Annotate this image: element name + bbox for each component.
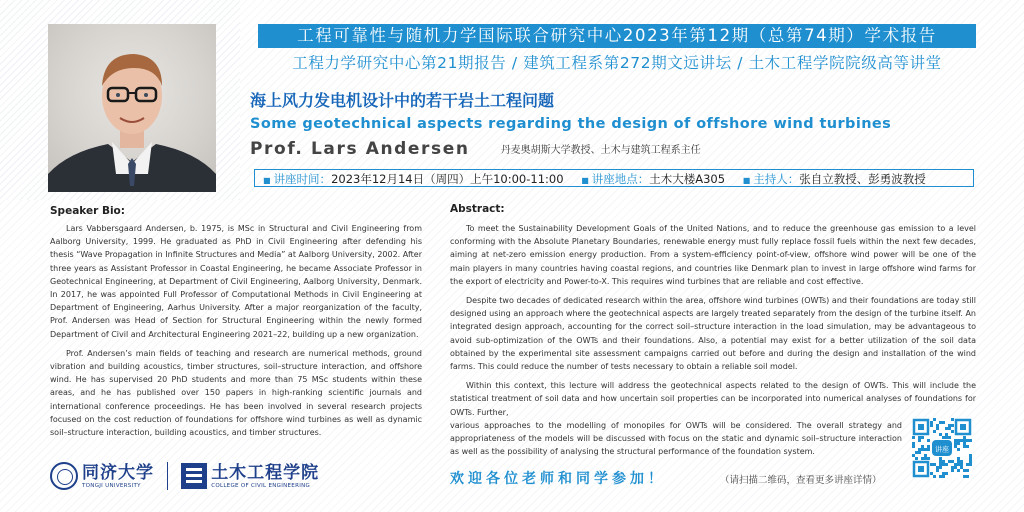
logo-divider [167,462,168,490]
abstract-paragraph: Within this context, this lecture will address the geotechnical aspects related to the design of OWTs. This will include the statistical treatment of soil data and how uncertain soil properties can be incorporated into numerical analyses of foundations for OWTs. Further, [450,381,976,417]
abstract-heading: Abstract: [450,203,505,215]
info-time [263,172,567,186]
tongji-logo [50,462,154,490]
tongji-name-cn: 同济大学 [82,463,154,483]
speaker-name: Prof. Lars Andersen [250,138,470,159]
lecture-info-bar [254,169,974,187]
time-value: 2023年12月14日（周四）上午10:00-11:00 [331,172,564,186]
college-emblem-icon [181,463,207,489]
welcome-text: 欢迎各位老师和同学参加！ [450,471,666,487]
speaker-title: 丹麦奥胡斯大学教授、土木与建筑工程系主任 [500,145,701,156]
info-place [581,172,729,186]
college-name-en: COLLEGE OF CIVIL ENGINEERING [211,483,311,489]
bio-paragraph: Lars Vabbersgaard Andersen, b. 1975, is MSc in Structural and Civil Engineering from Aalborg University, 1999. He graduated as PhD in Civil Engineering after defending his thesis “Wave Propagation in Infinite Structures and Media” at Aalborg University, 2002. After three years as Assistant Professor in Coastal Engineering, he became Associate Professor in Geotechnical Engineering, at Department of Civil Engineering, Aalborg University, Denmark. In 2017, he was appointed Full Professor of Computational Methods in Civil Engineering at Department of Engineering, Aarhus University. After a major reorganization of the faculty, Prof. Andersen was Head of Section for Structural Engineering within the newly formed Department of Civil and Architectural Engineering 2021–22, building up a new organization. [50,224,422,339]
qr-code [912,418,972,478]
bio-heading: Speaker Bio: [50,205,125,217]
college-name-cn: 土木工程学院 [211,463,320,483]
info-host [743,172,926,186]
square-bullet-icon: ■ [742,176,751,185]
tongji-seal-icon [50,462,78,490]
bio-paragraph: Prof. Andersen’s main fields of teaching and research are numerical methods, ground vibration and building acoustics, timber structures, soil–structure interaction, and offshore wind. He has supervised 20 PhD students and more than 75 MSc students within these areas, and he has published over 150 papers in high-ranking scientific journals and international conference proceedings. He has been involved in several research projects focused on the cost reduction of foundations for offshore wind turbines as well as dynamic soil–structure interaction, building acoustics, and timber structures. [50,348,422,438]
college-logo [181,463,319,489]
abstract-paragraph: To meet the Sustainability Development Goals of the United Nations, and to reduce the greenhouse gas emission to a level conforming with the Absolute Planetary Boundaries, renewable energy must fully replace fossil fuels within the next few decades, aiming at net-zero emission energy production. From a system-efficiency point-of-view, offshore wind power will be one of the main players in many countries having coastal regions, and countries like Denmark plan to invest in large offshore wind farms for the export of electricity and Power-to-X. This requires wind turbines that are reliable and cost effective. [450,224,976,286]
footer-logos [50,462,319,496]
time-label: 讲座时间： [273,172,332,186]
qr-badge-label: 讲座 [935,445,949,454]
abstract-paragraph: Despite two decades of dedicated research within the area, offshore wind turbines (OWTs) and their foundations are today still designed using an approach where the geotechnical aspects are largely treated separately from the design of the turbine itself. An integrated design approach, accounting for the correct soil–structure interaction in the load simulation, may be advantageous to avoid sub-optimization of the OWTs and their foundations. Also, a potential may exist for a better utilization of the soil data obtained by the experimental site assessment campaigns carried out before and during the design and installation of the wind farms. This could reduce the number of tests necessary to obtain a reliable soil model. [450,296,976,372]
scan-hint: （请扫描二维码，查看更多讲座详情） [720,475,882,486]
abstract-paragraph: various approaches to the modelling of monopiles for OWTs will be considered. The overall strategy and appropriateness of the models will be discussed with focus on the static and dynamic soil–structure interaction as well as the possibility of analysing the structural performance of the foundation system. [450,420,902,457]
header-subtitle: 工程力学研究中心第21期报告 / 建筑工程系第272期文远讲坛 / 土木工程学院院级高等讲堂 [292,54,942,72]
place-label: 讲座地点： [591,172,650,186]
host-value: 张自立教授、彭勇波教授 [799,172,926,186]
header-banner: 工程可靠性与随机力学国际联合研究中心2023年第12期（总第74期）学术报告 [258,24,976,48]
tongji-name-en: TONGJI UNIVERSITY [82,483,141,489]
bio-text [50,222,422,445]
talk-title-en: Some geotechnical aspects regarding the design of offshore wind turbines [250,116,892,132]
abstract-text [450,222,976,464]
place-value: 土木大楼A305 [649,172,726,186]
speaker-row [250,138,701,162]
square-bullet-icon: ■ [263,176,271,185]
square-bullet-icon: ■ [581,176,589,185]
host-label: 主持人： [753,172,800,186]
speaker-photo [48,24,216,192]
talk-title-cn: 海上风力发电机设计中的若干岩土工程问题 [250,91,555,110]
